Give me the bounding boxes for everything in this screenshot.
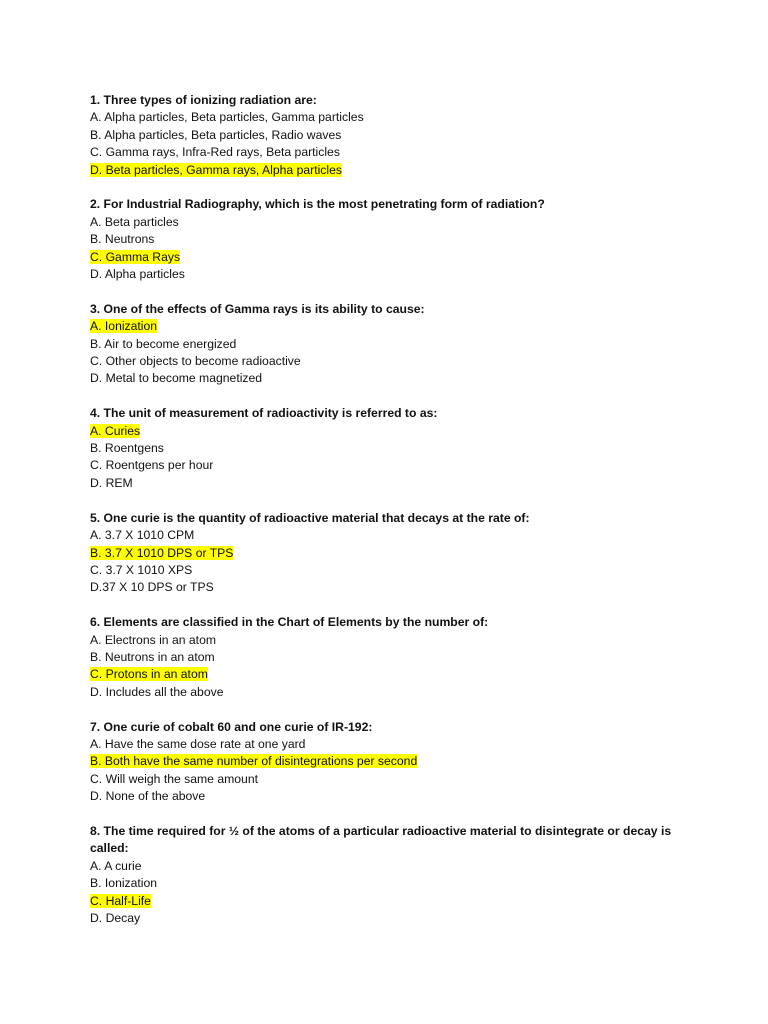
answer-text: D. Includes all the above [90, 684, 224, 699]
question-text: 8. The time required for ½ of the atoms of a particular radioactive material to disintegrate or decay is called: [90, 823, 675, 856]
correct-answer-option [90, 423, 690, 440]
answer-option [90, 632, 690, 649]
answer-option [90, 788, 690, 805]
question-block-2 [90, 196, 690, 283]
correct-answer-option [90, 893, 690, 910]
correct-answer-option [90, 545, 690, 562]
answer-option [90, 109, 690, 126]
answer-text: A. Alpha particles, Beta particles, Gamma particles [90, 110, 364, 125]
answer-option [90, 266, 690, 283]
answer-option [90, 910, 690, 927]
question-block-5 [90, 510, 690, 597]
answer-text: C. Will weigh the same amount [90, 771, 258, 786]
question-text: 6. Elements are classified in the Chart of Elements by the number of: [90, 615, 489, 630]
answer-option [90, 144, 690, 161]
answer-option [90, 771, 690, 788]
answer-option [90, 214, 690, 231]
answer-text: B. Air to become energized [90, 336, 237, 351]
answer-option [90, 336, 690, 353]
answer-text: D. None of the above [90, 789, 206, 804]
answer-text: C. 3.7 X 1010 XPS [90, 562, 193, 577]
answer-text: A. Beta particles [90, 214, 179, 229]
answer-text: B. Ionization [90, 876, 158, 891]
answer-option [90, 684, 690, 701]
answer-option [90, 562, 690, 579]
highlighted-answer-text: A. Ionization [90, 319, 158, 334]
highlighted-answer-text: C. Gamma Rays [90, 249, 181, 264]
question-block-7 [90, 719, 690, 806]
highlighted-answer-text: B. 3.7 X 1010 DPS or TPS [90, 545, 234, 560]
highlighted-answer-text: D. Beta particles, Gamma rays, Alpha particles [90, 162, 342, 177]
question-block-6 [90, 614, 690, 701]
answer-text: C. Other objects to become radioactive [90, 354, 301, 369]
question-text: 1. Three types of ionizing radiation are: [90, 93, 317, 107]
answer-text: D. Decay [90, 910, 141, 925]
question-text: 3. One of the effects of Gamma rays is its ability to cause: [90, 301, 425, 316]
correct-answer-option [90, 666, 690, 683]
answer-text: B. Alpha particles, Beta particles, Radio waves [90, 127, 342, 142]
answer-option [90, 649, 690, 666]
answer-text: A. Electrons in an atom [90, 632, 216, 647]
question-text: 7. One curie of cobalt 60 and one curie of IR-192: [90, 719, 373, 734]
answer-option [90, 370, 690, 387]
answer-option [90, 353, 690, 370]
answer-option [90, 527, 690, 544]
answer-option [90, 231, 690, 248]
correct-answer-option [90, 318, 690, 335]
highlighted-answer-text: A. Curies [90, 423, 141, 438]
answer-text: B. Neutrons in an atom [90, 649, 215, 664]
answer-text: D. Alpha particles [90, 267, 185, 282]
answer-option [90, 875, 690, 892]
question-text: 4. The unit of measurement of radioactivity is referred to as: [90, 406, 438, 421]
highlighted-answer-text: C. Protons in an atom [90, 667, 208, 682]
answer-option [90, 858, 690, 875]
question-text: 2. For Industrial Radiography, which is the most penetrating form of radiation? [90, 197, 545, 212]
question-block-1 [90, 92, 690, 179]
answer-option [90, 127, 690, 144]
answer-text: D. Metal to become magnetized [90, 371, 263, 386]
highlighted-answer-text: B. Both have the same number of disintegrations per second [90, 754, 418, 769]
answer-text: D.37 X 10 DPS or TPS [90, 580, 214, 595]
answer-text: B. Neutrons [90, 232, 155, 247]
question-block-3 [90, 301, 690, 388]
answer-text: C. Roentgens per hour [90, 458, 214, 473]
question-text: 5. One curie is the quantity of radioactive material that decays at the rate of: [90, 510, 530, 525]
correct-answer-option [90, 162, 690, 179]
answer-text: C. Gamma rays, Infra-Red rays, Beta particles [90, 145, 340, 160]
answer-text: A. 3.7 X 1010 CPM [90, 528, 195, 543]
answer-option [90, 475, 690, 492]
answer-option [90, 457, 690, 474]
correct-answer-option [90, 753, 690, 770]
answer-text: A. A curie [90, 858, 142, 873]
answer-text: A. Have the same dose rate at one yard [90, 736, 306, 751]
answer-option [90, 736, 690, 753]
correct-answer-option [90, 249, 690, 266]
highlighted-answer-text: C. Half-Life [90, 893, 151, 908]
answer-text: B. Roentgens [90, 441, 164, 456]
quiz-document [90, 92, 690, 945]
answer-text: D. REM [90, 475, 133, 490]
answer-option [90, 579, 690, 596]
answer-option [90, 440, 690, 457]
question-block-4 [90, 405, 690, 492]
question-block-8 [90, 823, 690, 927]
